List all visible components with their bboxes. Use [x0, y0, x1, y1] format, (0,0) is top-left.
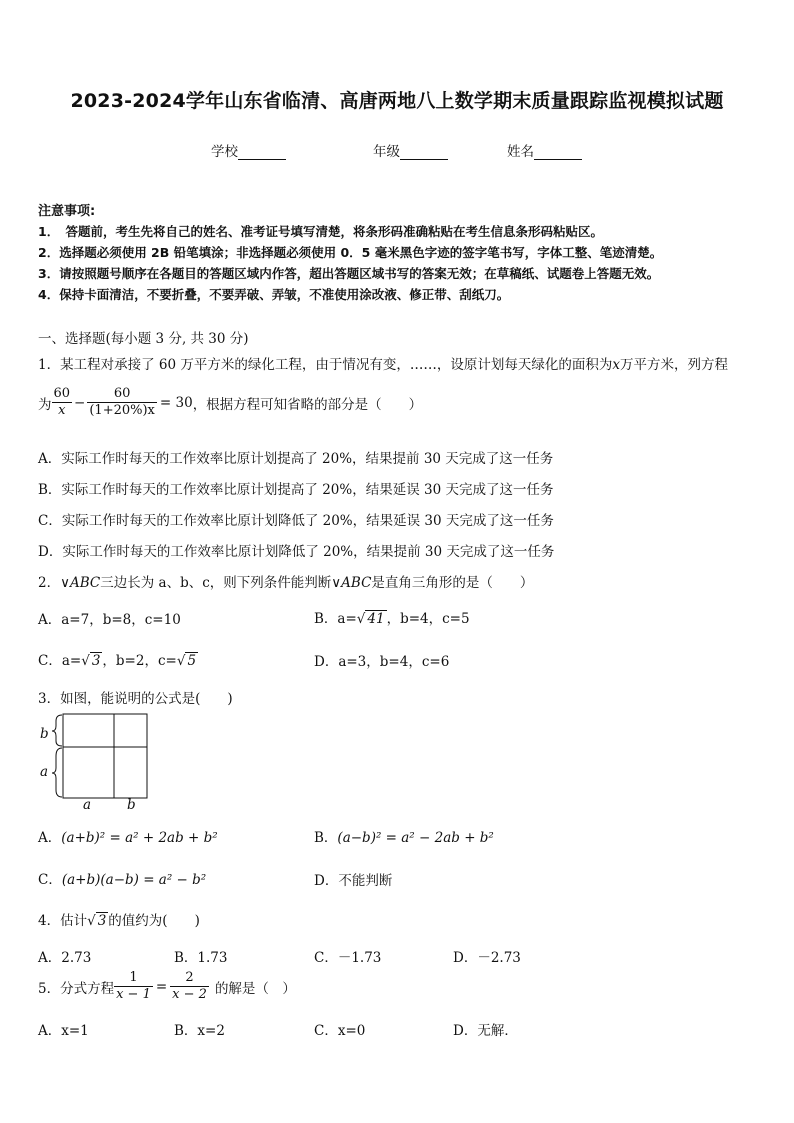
- q1-minus: −: [74, 394, 86, 411]
- notice-item-2: 2．选择题必须使用 2B 铅笔填涂；非选择题必须使用 0．5 毫米黑色字迹的签字笔书写，字体工整、笔迹清楚。: [38, 245, 663, 260]
- q4-option-d: D．－2.73: [453, 950, 521, 966]
- fig-label-a-bottom: a: [83, 797, 92, 813]
- q5-fraction-2: [170, 970, 209, 1003]
- q2-triangle-2: ∨ABC: [331, 575, 372, 591]
- notice-heading: 注意事项:: [38, 204, 96, 219]
- q5-f1-num: 1: [114, 970, 153, 987]
- q2-stem-b: 三边长为 a、b、c，则下列条件能判断: [100, 575, 332, 591]
- q5-equals: =: [155, 978, 168, 995]
- q1-fraction-1: [52, 386, 73, 419]
- notice-item-1: 1． 答题前，考生先将自己的姓名、准考证号填写清楚，将条形码准确粘贴在考生信息条形码粘贴区。: [38, 224, 603, 239]
- q2-optc-b: ，b=2，c=: [102, 653, 177, 669]
- fig-label-a-left: a: [40, 764, 49, 780]
- q5-stem-a: 5．分式方程: [38, 980, 115, 997]
- q2-optb-sqrt: √ 41: [356, 611, 385, 627]
- question-1-stem: [38, 353, 728, 373]
- q1-frac1-den: x: [58, 403, 66, 418]
- question-5-stem: [38, 970, 296, 1003]
- fig-label-b-left: b: [40, 726, 49, 742]
- school-blank: [238, 145, 286, 160]
- q5-option-c: C．x=0: [314, 1023, 366, 1039]
- q4-stem-a: 4．估计: [38, 913, 88, 929]
- q3-optc-label: C．: [38, 872, 62, 888]
- q1-fraction-2: [87, 386, 157, 419]
- q1-frac1-num: 60: [53, 386, 71, 401]
- q4-option-c: C．－1.73: [314, 950, 382, 966]
- q1-frac2-den: (1+20%)x: [89, 403, 155, 418]
- q2-option-c: [38, 649, 198, 669]
- q5-option-d: D．无解．: [453, 1023, 518, 1039]
- question-1-equation: [38, 386, 422, 419]
- q5-f1-den: x − 1: [116, 987, 151, 1002]
- q1-option-c: C．实际工作时每天的工作效率比原计划降低了 20%，结果延误 30 天完成了这一任务: [38, 513, 554, 529]
- q3-optb-label: B．: [314, 830, 338, 846]
- name-blank: [534, 145, 582, 160]
- q5-option-a: A．x=1: [38, 1023, 89, 1039]
- q3-option-b: [314, 826, 494, 846]
- q2-option-d: D．a=3，b=4，c=6: [314, 654, 450, 670]
- question-4-stem: [38, 909, 200, 929]
- q2-optc-a: C．a=: [38, 653, 82, 669]
- q2-option-b: [314, 607, 470, 627]
- q2-optb-a: B．a=: [314, 611, 357, 627]
- school-label: 学校: [211, 144, 238, 160]
- q2-stem-a: 2．: [38, 575, 61, 591]
- q5-fraction-1: [114, 970, 153, 1003]
- q2-triangle-1: ∨ABC: [60, 575, 101, 591]
- question-3-stem: 3．如图，能说明的公式是( ): [38, 691, 233, 707]
- notice-item-3: 3．请按照题号顺序在各题目的答题区域内作答，超出答题区域书写的答案无效；在草稿纸、试题卷上答题无效。: [38, 266, 660, 281]
- q3-optc-formula: (a+b)(a−b) = a² − b²: [61, 872, 207, 888]
- q3-opta-formula: (a+b)² = a² + 2ab + b²: [61, 830, 218, 846]
- q1-stem-c: ，根据方程可知省略的部分是（ ）: [192, 396, 423, 413]
- q1-option-d: D．实际工作时每天的工作效率比原计划降低了 20%，结果提前 30 天完成了这一任务: [38, 544, 555, 560]
- school-field: [211, 140, 286, 160]
- page-title: 2023-2024学年山东省临清、高唐两地八上数学期末质量跟踪监视模拟试题: [70, 90, 724, 112]
- section-heading: 一、选择题(每小题 3 分, 共 30 分): [38, 331, 249, 347]
- q5-stem-b: 的解是（ ）: [214, 980, 296, 997]
- q3-optb-formula: (a−b)² = a² − 2ab + b²: [337, 830, 494, 846]
- q2-optc-sqrt-1: √ 3: [81, 653, 101, 669]
- notice-item-4: 4．保持卡面清洁，不要折叠，不要弄破、弄皱，不准使用涂改液、修正带、刮纸刀。: [38, 287, 510, 302]
- q3-option-c: [38, 868, 206, 888]
- q2-optc-radicand-2: 5: [187, 653, 197, 669]
- q4-option-a: A．2.73: [38, 950, 92, 966]
- q4-sqrt: √ 3: [87, 913, 107, 929]
- q2-stem-c: 是直角三角形的是（ ）: [371, 575, 534, 591]
- q2-option-a: A．a=7，b=8，c=10: [38, 612, 181, 628]
- q3-option-a: [38, 826, 218, 846]
- name-field: [507, 140, 582, 160]
- q5-f2-num: 2: [170, 970, 209, 987]
- q1-var: x: [612, 357, 620, 373]
- square-diagram: [36, 711, 156, 815]
- fig-label-b-bottom: b: [127, 797, 136, 813]
- q2-optc-radicand-1: 3: [91, 653, 101, 669]
- q2-optb-b: ，b=4，c=5: [386, 611, 470, 627]
- q5-f2-den: x − 2: [172, 987, 207, 1002]
- q2-optc-sqrt-2: √ 5: [176, 653, 197, 669]
- q5-option-b: B．x=2: [174, 1023, 225, 1039]
- q1-stem-a: 1．某工程对承接了 60 万平方米的绿化工程，由于情况有变，……，设原计划每天绿化的面积为: [38, 357, 613, 373]
- q4-radicand: 3: [97, 913, 107, 929]
- q1-frac2-num: 60: [87, 386, 157, 403]
- q1-rhs: = 30: [159, 394, 193, 411]
- grade-blank: [400, 145, 448, 160]
- question-2-stem: [38, 571, 533, 591]
- q3-opta-label: A．: [38, 830, 62, 846]
- q1-prefix: 为: [38, 396, 52, 413]
- q1-stem-b: 万平方米，列方程: [619, 357, 728, 373]
- name-label: 姓名: [507, 144, 534, 160]
- square-figure: [36, 711, 156, 815]
- q1-option-b: B．实际工作时每天的工作效率比原计划提高了 20%，结果延误 30 天完成了这一任务: [38, 482, 554, 498]
- grade-label: 年级: [373, 144, 400, 160]
- q3-option-d: D．不能判断: [314, 873, 393, 889]
- q2-optb-radicand: 41: [367, 611, 385, 627]
- q4-stem-b: 的值约为( ): [108, 913, 200, 929]
- q4-option-b: B．1.73: [174, 950, 228, 966]
- q1-option-a: A．实际工作时每天的工作效率比原计划提高了 20%，结果提前 30 天完成了这一任务: [38, 451, 554, 467]
- grade-field: [373, 140, 448, 160]
